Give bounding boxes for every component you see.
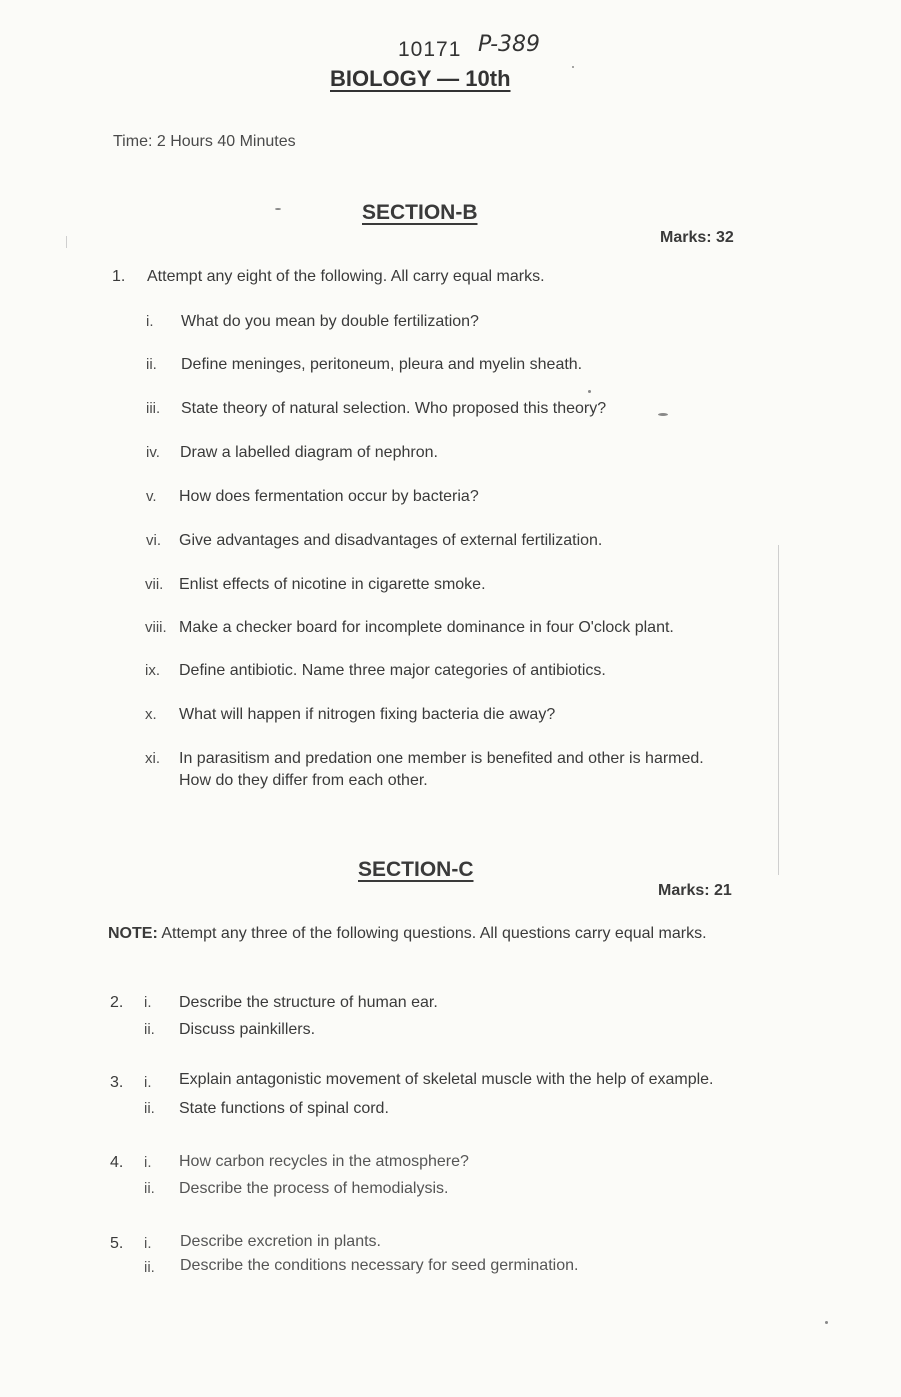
part-number: ii.	[144, 1180, 155, 1197]
part-number: iv.	[146, 444, 160, 461]
section-b-marks: Marks: 32	[660, 229, 734, 246]
part-text: Enlist effects of nicotine in cigarette smoke.	[179, 576, 486, 593]
part-text: Explain antagonistic movement of skeletal muscle with the help of example.	[179, 1071, 714, 1088]
part-number: i.	[144, 994, 152, 1011]
question-number: 2.	[110, 994, 124, 1011]
part-number: i.	[144, 1074, 152, 1091]
part-text: Describe the process of hemodialysis.	[179, 1180, 449, 1197]
part-number: ii.	[144, 1100, 155, 1117]
part-text: Describe the structure of human ear.	[179, 994, 438, 1011]
scan-speck	[275, 208, 281, 210]
part-text: How does fermentation occur by bacteria?	[179, 488, 479, 505]
section-c-marks: Marks: 21	[658, 882, 732, 899]
question-1-number: 1.	[112, 268, 126, 285]
part-text: Give advantages and disadvantages of external fertilization.	[179, 532, 603, 549]
part-number: i.	[144, 1235, 152, 1252]
part-text: Describe the conditions necessary for seed germination.	[180, 1257, 579, 1274]
scan-speck	[588, 390, 591, 393]
scan-speck	[825, 1321, 828, 1324]
note-text: Attempt any three of the following questions. All questions carry equal marks.	[161, 925, 707, 942]
part-text: State theory of natural selection. Who proposed this theory?	[181, 400, 607, 417]
part-text: Draw a labelled diagram of nephron.	[180, 444, 438, 461]
part-text: Define antibiotic. Name three major categories of antibiotics.	[179, 662, 606, 679]
note-label: NOTE:	[108, 925, 158, 942]
part-number: ii.	[146, 356, 157, 373]
paper-title: BIOLOGY — 10th	[330, 66, 511, 91]
part-number: viii.	[145, 619, 167, 636]
part-number: iii.	[146, 400, 161, 417]
part-number: ii.	[144, 1021, 155, 1038]
part-number: ii.	[144, 1259, 155, 1276]
question-number: 4.	[110, 1154, 124, 1171]
handwritten-paper-code: P-389	[478, 32, 540, 57]
part-number: ix.	[145, 662, 160, 679]
part-number: x.	[145, 706, 157, 723]
part-text: What will happen if nitrogen fixing bacteria die away?	[179, 706, 556, 723]
part-text: Describe excretion in plants.	[180, 1233, 381, 1250]
part-text-continued: How do they differ from each other.	[179, 772, 428, 789]
question-number: 5.	[110, 1235, 124, 1252]
part-number: vii.	[145, 576, 164, 593]
part-text: How carbon recycles in the atmosphere?	[179, 1153, 469, 1170]
question-1-instruction: Attempt any eight of the following. All carry equal marks.	[147, 268, 545, 285]
part-text: Discuss painkillers.	[179, 1021, 316, 1038]
question-number: 3.	[110, 1074, 124, 1091]
scan-speck	[572, 66, 574, 68]
part-number: i.	[144, 1154, 152, 1171]
part-number: i.	[146, 313, 154, 330]
time-allowed: Time: 2 Hours 40 Minutes	[113, 133, 296, 150]
scan-speck	[658, 413, 668, 416]
part-number: v.	[146, 488, 157, 505]
part-text: Define meninges, peritoneum, pleura and myelin sheath.	[181, 356, 583, 373]
part-number: vi.	[146, 532, 161, 549]
scan-mark	[66, 236, 67, 248]
part-text: What do you mean by double fertilization?	[181, 313, 479, 330]
part-number: xi.	[145, 750, 160, 767]
part-text: State functions of spinal cord.	[179, 1100, 389, 1117]
scan-mark	[778, 545, 779, 875]
paper-code: 10171	[398, 38, 462, 61]
section-c-title: SECTION-C	[358, 858, 474, 881]
section-c-note	[108, 925, 707, 943]
section-b-title: SECTION-B	[362, 201, 478, 224]
part-text: In parasitism and predation one member is benefited and other is harmed.	[179, 750, 704, 767]
part-text: Make a checker board for incomplete dominance in four O'clock plant.	[179, 619, 674, 636]
